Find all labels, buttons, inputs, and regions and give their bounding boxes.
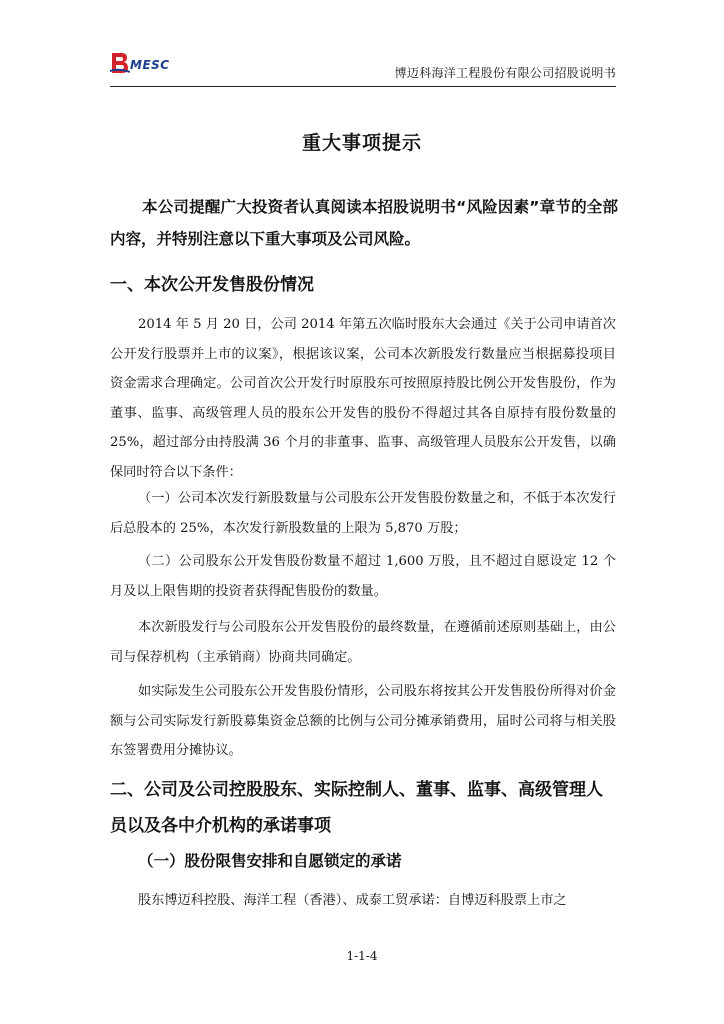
section-1-paragraph-3: （二）公司股东公开发售股份数量不超过 1,600 万股，且不超过自愿设定 12 个月及以上限售期的投资者获得配售股份的数量。: [110, 554, 616, 599]
header-document-title: 博迈科海洋工程股份有限公司招股说明书: [394, 66, 616, 80]
section-1-heading: 一、本次公开发售股份情况: [110, 275, 314, 295]
page-header: [110, 46, 616, 87]
page-title: 重大事项提示: [301, 132, 422, 154]
section-2-paragraph-1: 股东博迈科控股、海洋工程（香港）、成泰工贸承诺：自博迈科股票上市之: [138, 893, 567, 908]
section-2-heading: 二、公司及公司控股股东、实际控制人、董事、监事、高级管理人员以及各中介机构的承诺事项: [110, 780, 603, 836]
section-1-paragraph-4: 本次新股发行与公司股东公开发售股份的最终数量，在遵循前述原则基础上，由公司与保荐机构（主承销商）协商共同确定。: [110, 620, 616, 665]
section-1-paragraph-5: 如实际发生公司股东公开发售股份情形，公司股东将按其公开发售股份所得对价金额与公司实际发行新股募集资金总额的比例与公司分摊承销费用，届时公司将与相关股东签署费用分摊协议。: [110, 684, 616, 758]
page-number: 1-1-4: [346, 949, 378, 963]
section-2-subheading: （一）股份限售安排和自愿锁定的承诺: [138, 852, 402, 870]
company-logo: [110, 50, 170, 76]
logo-text: MESC: [130, 58, 170, 72]
section-1-paragraph-1: 2014 年 5 月 20 日，公司 2014 年第五次临时股东大会通过《关于公司申请首次公开发行股票并上市的议案》，根据该议案，公司本次新股发行数量应当根据募投项目资金需求合理确定。公司首次公开发行时原股东可按照原持股比例公开发售股份，作为董事、监事、高级管理人员的股东公开发售的股份不得超过其各自原持有股份数量的 25%，超过部分由持股满 36 个月的非董事、监事、高级管理人员股东公开发售，以确保同时符合以下条件：: [110, 317, 616, 480]
risk-notice: 本公司提醒广大投资者认真阅读本招股说明书“风险因素”章节的全部内容，并特别注意以下重大事项及公司风险。: [110, 198, 618, 248]
bomesc-logo-icon: [110, 50, 130, 76]
section-1-paragraph-2: （一）公司本次发行新股数量与公司股东公开发售股份数量之和，不低于本次发行后总股本的 25%，本次发行新股数量的上限为 5,870 万股；: [110, 491, 616, 536]
